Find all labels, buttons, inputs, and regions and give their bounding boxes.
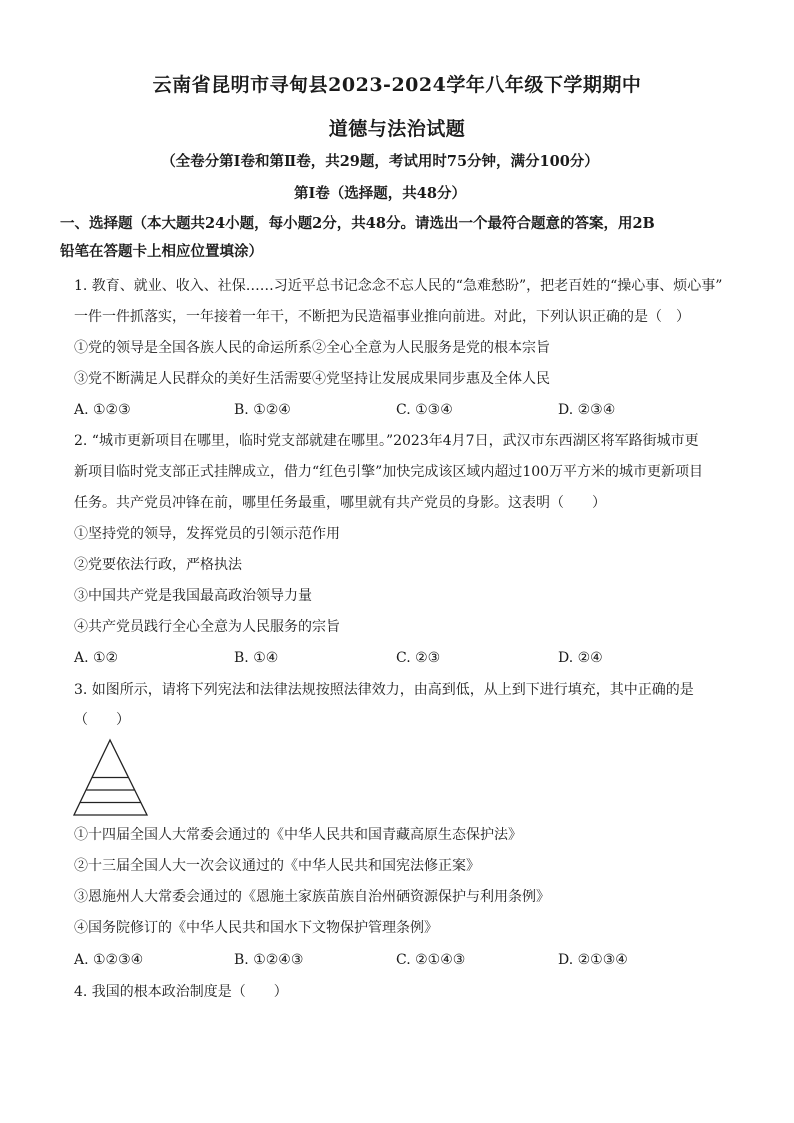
pyramid-diagram	[72, 738, 150, 818]
question-2-option-a: A. ①②	[74, 650, 119, 666]
question-2-statement: ④共产党员践行全心全意为人民服务的宗旨	[74, 619, 340, 635]
question-1-statement: ③党不断满足人民群众的美好生活需要④党坚持让发展成果同步惠及全体人民	[74, 371, 550, 387]
question-2-stem: 新项目临时党支部正式挂牌成立，借力“红色引擎”加快完成该区域内超过100万平方米的城市更新项目	[74, 464, 704, 480]
question-3-statement: ②十三届全国人大一次会议通过的《中华人民共和国宪法修正案》	[74, 858, 480, 874]
question-3-statement: ①十四届全国人大常委会通过的《中华人民共和国青藏高原生态保护法》	[74, 827, 522, 843]
question-3-option-b: B. ①②④③	[234, 952, 304, 968]
exam-note: （全卷分第Ⅰ卷和第Ⅱ卷，共29题，考试用时75分钟，满分100分）	[161, 153, 599, 170]
question-2-statement: ②党要依法行政，严格执法	[74, 557, 242, 573]
question-1-option-c: C. ①③④	[396, 402, 453, 418]
question-3-statement: ④国务院修订的《中华人民共和国水下文物保护管理条例》	[74, 920, 438, 936]
section-line: 铅笔在答题卡上相应位置填涂）	[60, 243, 263, 260]
question-1-stem: 1. 教育、就业、收入、社保……习近平总书记念念不忘人民的“急难愁盼”，把老百姓的“操心事、烦心事”	[74, 278, 723, 294]
section-instructions	[60, 210, 730, 266]
question-3-statement: ③恩施州人大常委会通过的《恩施土家族苗族自治州硒资源保护与利用条例》	[74, 889, 550, 905]
question-4-stem: 4. 我国的根本政治制度是（ ）	[74, 984, 288, 1000]
question-2-option-c: C. ②③	[396, 650, 441, 666]
question-1-option-b: B. ①②④	[234, 402, 291, 418]
question-1-statement: ①党的领导是全国各族人民的命运所系②全心全意为人民服务是党的根本宗旨	[74, 340, 550, 356]
exam-title: 云南省昆明市寻甸县2023-2024学年八年级下学期期中	[152, 74, 642, 96]
question-3-option-d: D. ②①③④	[558, 952, 628, 968]
question-3-option-c: C. ②①④③	[396, 952, 466, 968]
question-2-statement: ①坚持党的领导，发挥党员的引领示范作用	[74, 526, 340, 542]
question-3-option-a: A. ①②③④	[74, 952, 144, 968]
section-line: 一、选择题（本大题共24小题，每小题2分，共48分。请选出一个最符合题意的答案，用2B	[60, 215, 655, 232]
question-3-stem: （ ）	[74, 712, 130, 728]
question-2-stem: 2. “城市更新项目在哪里，临时党支部就建在哪里。”2023年4月7日，武汉市东西湖区将军路街城市更	[74, 433, 699, 449]
question-2-statement: ③中国共产党是我国最高政治领导力量	[74, 588, 312, 604]
question-2-option-b: B. ①④	[234, 650, 279, 666]
question-1-stem: 一件一件抓落实，一年接着一年干，不断把为民造福事业推向前进。对此，下列认识正确的是（ ）	[74, 309, 690, 325]
question-2-stem: 任务。共产党员冲锋在前，哪里任务最重，哪里就有共产党员的身影。这表明（ ）	[74, 495, 606, 511]
question-3-stem: 3. 如图所示，请将下列宪法和法律法规按照法律效力，由高到低，从上到下进行填充，其中正确的是	[74, 682, 694, 698]
question-1-option-a: A. ①②③	[74, 402, 131, 418]
part-heading: 第Ⅰ卷（选择题，共48分）	[294, 185, 466, 202]
question-2-option-d: D. ②④	[558, 650, 603, 666]
question-1-option-d: D. ②③④	[558, 402, 616, 418]
exam-subtitle: 道德与法治试题	[328, 118, 466, 140]
